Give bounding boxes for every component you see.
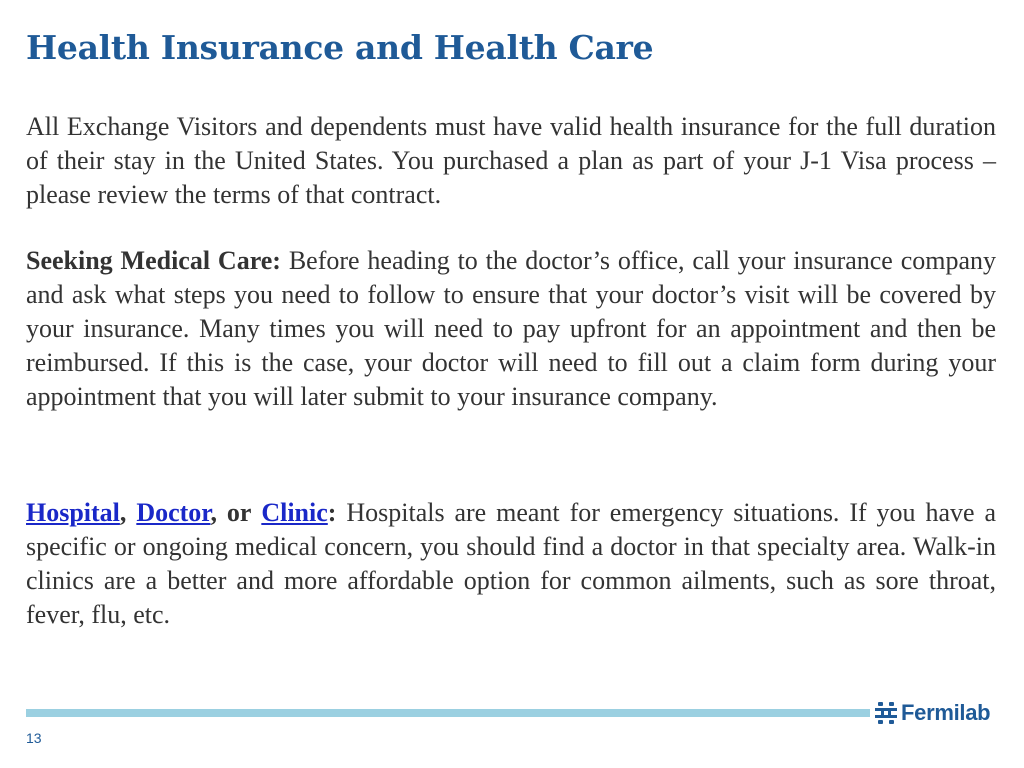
medical-care-heading: Seeking Medical Care: — [26, 246, 281, 275]
care-options-paragraph — [26, 496, 996, 632]
intro-paragraph: All Exchange Visitors and dependents must have valid health insurance for the full duration of their stay in the United States. You purchased a plan as part of your J-1 Visa process – please review the terms of that contract. — [26, 112, 996, 209]
hospital-link[interactable]: Hospital — [26, 498, 120, 527]
page-number: 13 — [26, 730, 42, 746]
medical-care-paragraph — [26, 244, 996, 414]
logo-text: Fermilab — [901, 700, 991, 725]
medical-care-body: Before heading to the doctor’s office, call your insurance company and ask what steps you need to follow to ensure that your doctor’s visit will be covered by your insurance. Many times you will need to pay upfront for an appointment and then be reimbursed. If this is the case, your doctor will need to fill out a claim form during your appointment that you will later submit to your insurance company. — [26, 246, 996, 411]
clinic-link[interactable]: Clinic — [261, 498, 328, 527]
care-options-body: Hospitals are meant for emergency situations. If you have a specific or ongoing medical concern, you should find a doctor in that specialty area. Walk-in clinics are a better and more affordable option for common ailments, such as sore throat, fever, flu, etc. — [26, 498, 996, 629]
footer-divider-bar — [26, 709, 870, 717]
fermilab-logo-icon — [875, 702, 897, 724]
doctor-link[interactable]: Doctor — [136, 498, 211, 527]
separator-colon: : — [327, 498, 337, 527]
separator-comma: , — [119, 498, 127, 527]
fermilab-logo — [875, 698, 990, 728]
separator-or: , or — [210, 498, 252, 527]
slide-title: Health Insurance and Health Care — [26, 28, 654, 67]
